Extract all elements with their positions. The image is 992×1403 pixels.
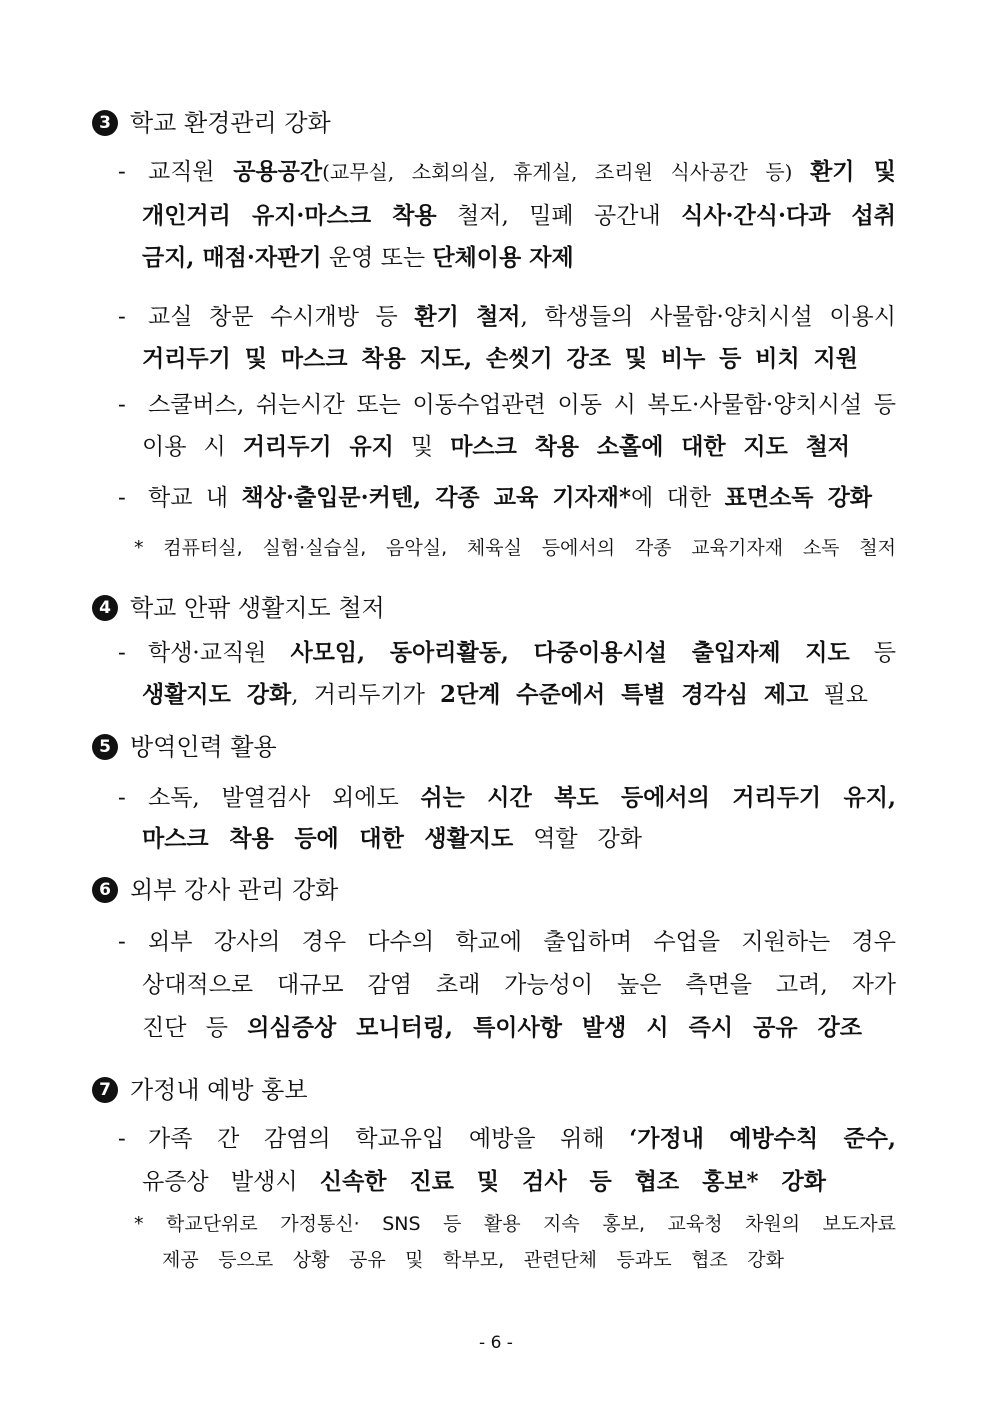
bullet-dash: - (118, 304, 126, 330)
section-6-heading (92, 874, 338, 906)
bullet-dash: - (118, 159, 126, 185)
page-number: - 6 - (479, 1333, 513, 1353)
bullet-line: 상대적으로 대규모 감염 초래 가능성이 높은 측면을 고려, 자가 (142, 972, 896, 998)
bullet-line: 스쿨버스, 쉬는시간 또는 이동수업관련 이동 시 복도·사물함·양치시설 등 (148, 392, 896, 418)
section-number-badge: 7 (92, 1077, 118, 1103)
bullet-line: 진단 등 의심증상 모니터링, 특이사항 발생 시 즉시 공유 강조 (142, 1014, 862, 1041)
bullet-line: 학교 내 책상·출입문·커텐, 각종 교육 기자재*에 대한 표면소독 강화 (148, 484, 873, 511)
section-title: 외부 강사 관리 강화 (130, 876, 339, 904)
footnote-continuation: 제공 등으로 상황 공유 및 학부모, 관련단체 등과도 협조 강화 (162, 1249, 784, 1271)
footnote: * 학교단위로 가정통신· SNS 등 활용 지속 홍보, 교육청 차원의 보도자료 (134, 1213, 896, 1235)
bullet-line: 소독, 발열검사 외에도 쉬는 시간 복도 등에서의 거리두기 유지, (148, 784, 896, 811)
section-title: 학교 환경관리 강화 (130, 109, 331, 137)
section-title: 학교 안팎 생활지도 철저 (130, 594, 385, 622)
bullet-line: 개인거리 유지·마스크 착용 철저, 밀폐 공간내 식사·간식·다과 섭취 (142, 202, 896, 229)
bullet-line: 이용 시 거리두기 유지 및 마스크 착용 소홀에 대한 지도 철저 (142, 433, 851, 460)
bullet-line: 마스크 착용 등에 대한 생활지도 역할 강화 (142, 825, 642, 852)
section-title: 가정내 예방 홍보 (130, 1076, 308, 1104)
footnote: * 컴퓨터실, 실험·실습실, 음악실, 체육실 등에서의 각종 교육기자재 소독 철저 (134, 537, 896, 559)
bullet-dash: - (118, 1126, 126, 1152)
bullet-line: 교실 창문 수시개방 등 환기 철저, 학생들의 사물함·양치시설 이용시 (148, 303, 896, 330)
bullet-line: 학생·교직원 사모임, 동아리활동, 다중이용시설 출입자제 지도 등 (148, 639, 897, 666)
bullet-dash: - (118, 392, 126, 418)
section-3-heading (92, 107, 331, 139)
bullet-dash: - (118, 929, 126, 955)
bullet-dash: - (118, 785, 126, 811)
section-number-badge: 6 (92, 877, 118, 903)
section-4-heading (92, 592, 385, 624)
section-number-badge: 3 (92, 110, 118, 136)
section-5-heading (92, 731, 277, 763)
section-7-heading (92, 1074, 308, 1106)
bullet-line: 금지, 매점·자판기 운영 또는 단체이용 자제 (142, 244, 574, 271)
bullet-line: 가족 간 감염의 학교유입 예방을 위해 ‘가정내 예방수칙 준수, (148, 1125, 896, 1152)
bullet-line: 생활지도 강화, 거리두기가 2단계 수준에서 특별 경각심 제고 필요 (142, 681, 868, 708)
section-title: 방역인력 활용 (130, 733, 277, 761)
bullet-line: 유증상 발생시 신속한 진료 및 검사 등 협조 홍보* 강화 (142, 1168, 826, 1195)
bullet-dash: - (118, 485, 126, 511)
bullet-line: 교직원 공용공간(교무실, 소회의실, 휴게실, 조리원 식사공간 등) 환기 및 (148, 158, 896, 185)
bullet-dash: - (118, 640, 126, 666)
section-number-badge: 4 (92, 595, 118, 621)
bullet-line: 거리두기 및 마스크 착용 지도, 손씻기 강조 및 비누 등 비치 지원 (142, 345, 858, 372)
section-number-badge: 5 (92, 734, 118, 760)
bullet-line: 외부 강사의 경우 다수의 학교에 출입하며 수업을 지원하는 경우 (148, 929, 896, 955)
